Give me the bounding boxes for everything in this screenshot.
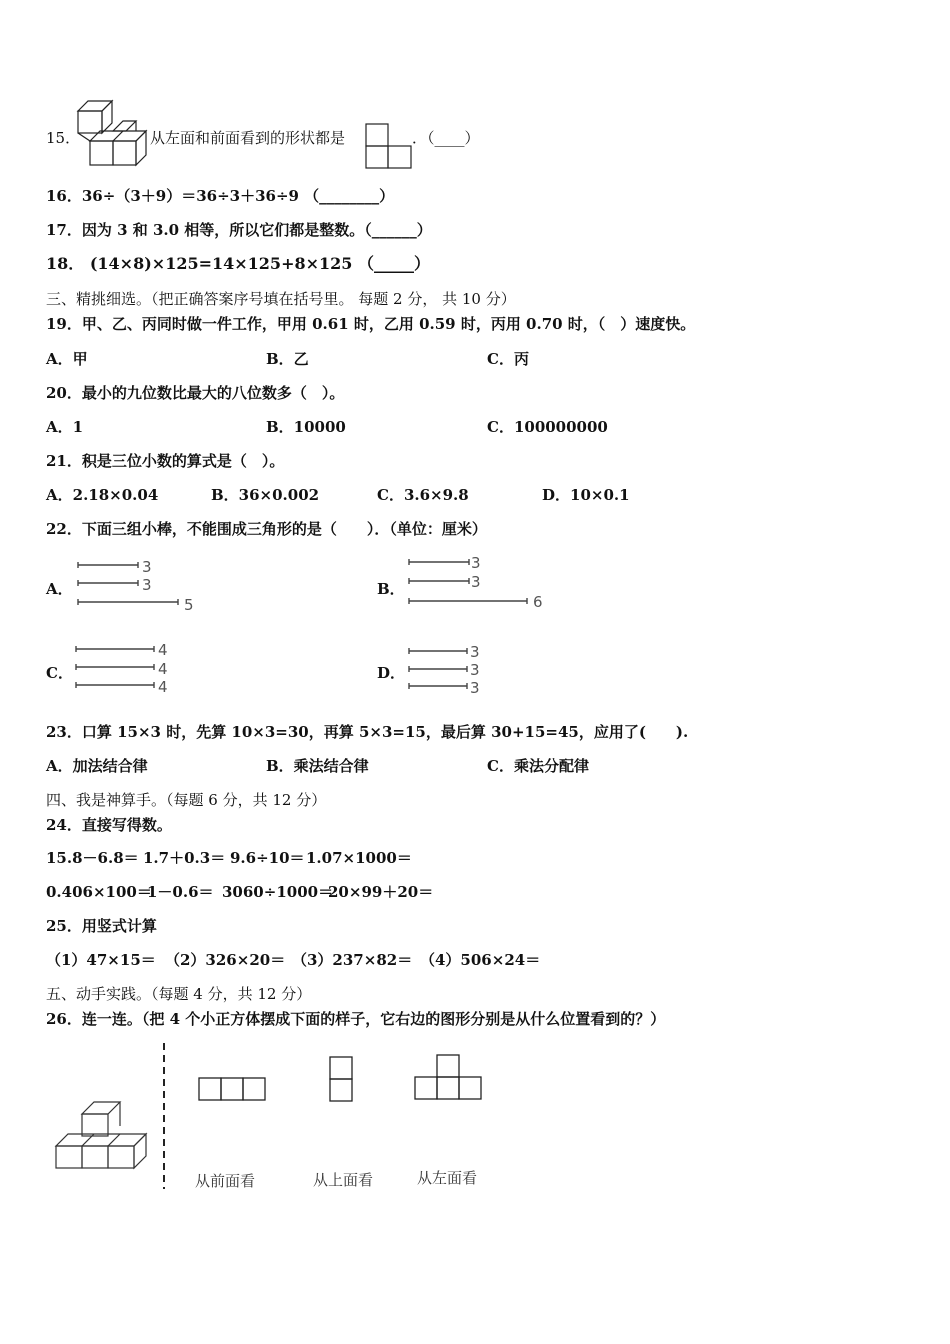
sticks-c-figure (74, 640, 184, 696)
stick-b3-label: 6 (533, 593, 543, 611)
q15-number: 15． (46, 129, 81, 147)
q23-option-a[interactable]: A．加法结合律 (46, 757, 148, 775)
sticks-a-figure (76, 556, 206, 616)
q24-item: 1.7＋0.3＝ (143, 849, 226, 867)
q24-item: 9.6÷10＝ (230, 849, 305, 867)
stick-d3-label: 3 (470, 679, 480, 697)
stick-c2-label: 4 (158, 660, 168, 678)
q23: 23．口算 15×3 时，先算 10×3=30，再算 5×3=15，最后算 30+15=45，应用了( ). (46, 723, 689, 741)
q15-text: 从左面和前面看到的形状都是 (150, 129, 346, 147)
q18: 18． (14×8)×125=14×125+8×125 （_____） (46, 254, 430, 273)
stick-c3-label: 4 (158, 678, 168, 696)
stick-b2-label: 3 (471, 573, 481, 591)
q26: 26．连一连。（把 4 个小正方体摆成下面的样子，它右边的图形分别是从什么位置看到的？） (46, 1010, 666, 1028)
q20-option-a[interactable]: A．1 (46, 418, 84, 436)
q16: 16．36÷（3＋9）＝36÷3＋36÷9 （________） (46, 187, 395, 205)
q20: 20．最小的九位数比最大的八位数多（ ）。 (46, 384, 345, 402)
stick-d2-label: 3 (470, 661, 480, 679)
q24: 24．直接写得数。 (46, 816, 172, 834)
q21-option-a[interactable]: A．2.18×0.04 (46, 486, 159, 504)
q20-option-b[interactable]: B．10000 (266, 418, 346, 436)
q22-option-c[interactable]: C． (46, 664, 73, 682)
section5-title: 五、动手实践。（每题 4 分，共 12 分） (46, 985, 312, 1003)
q22-option-a[interactable]: A． (46, 580, 73, 598)
caption-left: 从左面看 (417, 1169, 478, 1187)
sticks-b-figure (407, 553, 552, 613)
q19: 19．甲、乙、丙同时做一件工作，甲用 0.61 时，乙用 0.59 时，丙用 0.70 时，（ ）速度快。 (46, 315, 696, 333)
q21-option-c[interactable]: C．3.6×9.8 (377, 486, 469, 504)
q24-item: 15.8－6.8＝ (46, 849, 139, 867)
q23-option-b[interactable]: B．乘法结合律 (266, 757, 369, 775)
stick-c1-label: 4 (158, 641, 168, 659)
q24-item: 0.406×100＝ (46, 883, 152, 901)
front-view-figure (197, 1076, 267, 1102)
q24-item: 1－0.6＝ (147, 883, 214, 901)
q21-option-d[interactable]: D．10×0.1 (542, 486, 630, 504)
q24-item: 1.07×1000＝ (306, 849, 412, 867)
section4-title: 四、我是神算手。（每题 6 分，共 12 分） (46, 791, 327, 809)
q22-option-b[interactable]: B． (377, 580, 405, 598)
q26-cube-figure (52, 1100, 152, 1172)
stick-d1-label: 3 (470, 643, 480, 661)
q25-item: （2）326×20＝ (165, 951, 286, 969)
caption-top: 从上面看 (313, 1171, 374, 1189)
l-shape-view-figure (365, 123, 415, 169)
q25: 25．用竖式计算 (46, 917, 157, 935)
q19-option-b[interactable]: B．乙 (266, 350, 309, 368)
q23-option-c[interactable]: C．乘法分配律 (487, 757, 589, 775)
left-view-figure (413, 1053, 483, 1101)
stick-b1-label: 3 (471, 554, 481, 572)
q21-option-b[interactable]: B．36×0.002 (211, 486, 320, 504)
q19-option-a[interactable]: A．甲 (46, 350, 88, 368)
q24-item: 3060÷1000＝ (222, 883, 334, 901)
top-view-figure (328, 1055, 354, 1103)
stick-a2-label: 3 (142, 576, 152, 594)
q25-item: （4）506×24＝ (420, 951, 541, 969)
q22-option-d[interactable]: D． (377, 664, 406, 682)
cube-stack-figure (76, 99, 148, 169)
q17: 17．因为 3 和 3.0 相等，所以它们都是整数。（______） (46, 221, 432, 239)
q22: 22．下面三组小棒，不能围成三角形的是（ ）．（单位：厘米） (46, 520, 487, 538)
q25-item: （1）47×15＝ (46, 951, 156, 969)
dashed-divider (160, 1043, 168, 1189)
sticks-d-figure (407, 642, 497, 698)
q19-option-c[interactable]: C．丙 (487, 350, 529, 368)
q15-answer-blank: ．（____） (412, 129, 480, 147)
q20-option-c[interactable]: C．100000000 (487, 418, 608, 436)
caption-front: 从前面看 (195, 1172, 256, 1190)
q21: 21．积是三位小数的算式是（ ）。 (46, 452, 285, 470)
stick-a3-label: 5 (184, 596, 194, 614)
stick-a1-label: 3 (142, 558, 152, 576)
section3-title: 三、精挑细选。（把正确答案序号填在括号里。 每题 2 分， 共 10 分） (46, 290, 516, 308)
q24-item: 20×99＋20＝ (328, 883, 434, 901)
q25-item: （3）237×82＝ (292, 951, 413, 969)
